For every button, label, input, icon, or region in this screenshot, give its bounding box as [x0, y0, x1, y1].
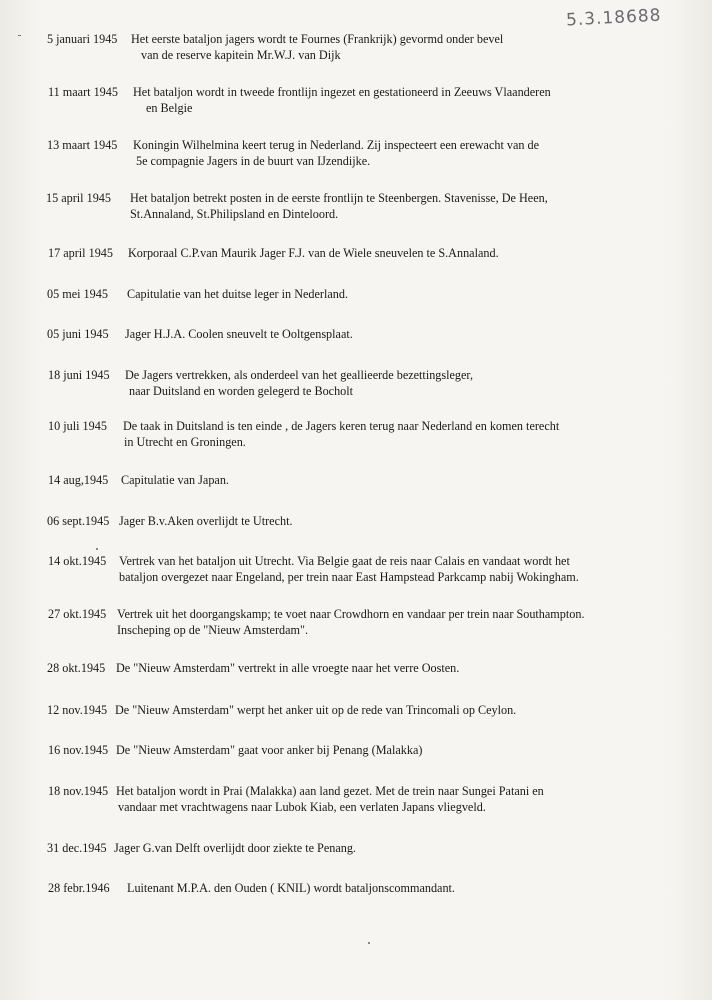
entry-date: 05 mei 1945 [47, 287, 108, 301]
entry-date: 27 okt.1945 [48, 607, 107, 621]
entry-date: 10 juli 1945 [48, 419, 107, 433]
entry-text [125, 326, 353, 342]
entry-date: 06 sept.1945 [47, 514, 110, 528]
entry-line: Vertrek uit het doorgangskamp; te voet naar Crowdhorn en vandaar per trein naar Southampton. [117, 607, 585, 621]
entry-text [133, 137, 539, 169]
entry-line: naar Duitsland en worden gelegerd te Bocholt [129, 384, 354, 398]
archive-number: 5.3.18688 [565, 5, 662, 31]
entry-date: 28 okt.1945 [47, 661, 106, 675]
entry-line: Het bataljon betrekt posten in de eerste frontlijn te Steenbergen. Stavenisse, De Heen, [130, 191, 548, 205]
entry-date: 31 dec.1945 [47, 841, 107, 855]
entry-line: 5e compagnie Jagers in de buurt van IJzendijke. [136, 154, 371, 168]
entry-text [119, 553, 579, 585]
scan-speck [96, 548, 98, 550]
entry-line: en Belgie [146, 101, 193, 115]
entry-line: bataljon overgezet naar Engeland, per trein naar East Hampstead Parkcamp nabij Wokingham. [119, 570, 579, 584]
entry-date: 14 okt.1945 [48, 554, 107, 568]
entry-date: 18 juni 1945 [48, 368, 110, 382]
scan-mark [18, 35, 21, 36]
entry-text [119, 513, 293, 529]
entry-text [116, 660, 459, 676]
entry-line: van de reserve kapitein Mr.W.J. van Dijk [141, 48, 341, 62]
entry-date: 05 juni 1945 [47, 327, 109, 341]
entry-line: Het bataljon wordt in Prai (Malakka) aan land gezet. Met de trein naar Sungei Patani en [116, 784, 544, 798]
entry-line: Inscheping op de "Nieuw Amsterdam". [117, 623, 309, 637]
entry-line: Capitulatie van Japan. [121, 473, 229, 487]
entry-line: vandaar met vrachtwagens naar Lubok Kiab, een verlaten Japans vliegveld. [118, 800, 486, 814]
entry-text [131, 31, 503, 63]
entry-line: Koningin Wilhelmina keert terug in Nederland. Zij inspecteert een erewacht van de [133, 138, 540, 152]
entry-line: Korporaal C.P.van Maurik Jager F.J. van de Wiele sneuvelen te S.Annaland. [128, 246, 499, 260]
entry-text [130, 190, 548, 222]
entry-text [125, 367, 473, 399]
entry-line: Het eerste bataljon jagers wordt te Fournes (Frankrijk) gevormd onder bevel [131, 32, 504, 46]
entry-line: Vertrek van het bataljon uit Utrecht. Via Belgie gaat de reis naar Calais en vandaat wordt het [119, 554, 570, 568]
entry-line: Jager B.v.Aken overlijdt te Utrecht. [119, 514, 293, 528]
entry-text [116, 783, 544, 815]
entry-date: 11 maart 1945 [48, 85, 118, 99]
entry-line: De Jagers vertrekken, als onderdeel van het geallieerde bezettingsleger, [125, 368, 474, 382]
entry-date: 13 maart 1945 [47, 138, 118, 152]
entry-date: 17 april 1945 [48, 246, 113, 260]
entry-line: Jager H.J.A. Coolen sneuvelt te Ooltgensplaat. [125, 327, 353, 341]
entry-line: De "Nieuw Amsterdam" werpt het anker uit op de rede van Trincomali op Ceylon. [115, 703, 517, 717]
entry-line: De "Nieuw Amsterdam" gaat voor anker bij Penang (Malakka) [116, 743, 423, 757]
entry-text [121, 472, 229, 488]
entry-line: in Utrecht en Groningen. [124, 435, 246, 449]
entry-text [127, 286, 348, 302]
entry-line: De taak in Duitsland is ten einde , de Jagers keren terug naar Nederland en komen terecht [123, 419, 560, 433]
entry-date: 28 febr.1946 [48, 881, 110, 895]
entry-date: 5 januari 1945 [47, 32, 118, 46]
entry-line: Luitenant M.P.A. den Ouden ( KNIL) wordt bataljonscommandant. [127, 881, 455, 895]
entry-text [116, 742, 422, 758]
entry-date: 15 april 1945 [46, 191, 111, 205]
entry-text [128, 245, 499, 261]
entry-date: 12 nov.1945 [47, 703, 108, 717]
entry-text [114, 840, 356, 856]
entry-text [123, 418, 559, 450]
entry-text [127, 880, 455, 896]
entry-text [133, 84, 551, 116]
entry-line: Het bataljon wordt in tweede frontlijn ingezet en gestationeerd in Zeeuws Vlaanderen [133, 85, 551, 99]
entry-date: 16 nov.1945 [48, 743, 109, 757]
entry-text [115, 702, 516, 718]
entry-line: Capitulatie van het duitse leger in Nederland. [127, 287, 348, 301]
entry-line: St.Annaland, St.Philipsland en Dinteloord. [130, 207, 339, 221]
entry-text [117, 606, 585, 638]
entry-line: Jager G.van Delft overlijdt door ziekte te Penang. [114, 841, 356, 855]
entry-date: 14 aug,1945 [48, 473, 109, 487]
entry-date: 18 nov.1945 [48, 784, 109, 798]
scan-speck [368, 942, 370, 944]
entry-line: De "Nieuw Amsterdam" vertrekt in alle vroegte naar het verre Oosten. [116, 661, 460, 675]
